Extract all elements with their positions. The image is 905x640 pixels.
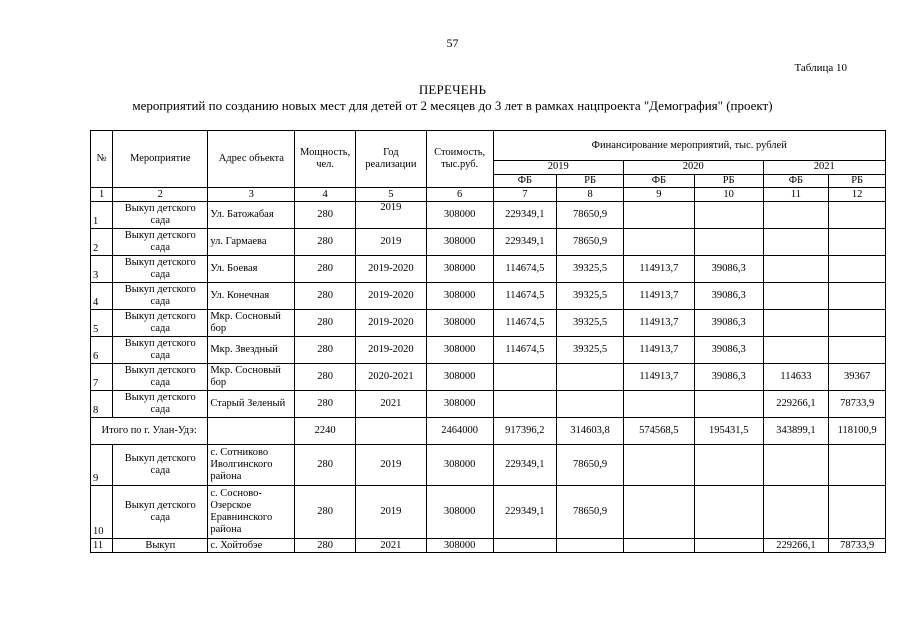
rb-2020-cell: 39086,3 [694, 337, 763, 364]
table-row [91, 445, 886, 486]
rb-2020-cell [694, 539, 763, 553]
fb-2020-cell: 114913,7 [623, 310, 694, 337]
capacity-cell: 280 [295, 486, 356, 539]
table-row [91, 256, 886, 283]
event-cell: Выкуп детского сада [113, 283, 208, 310]
cost-cell: 308000 [426, 391, 493, 418]
column-number: 3 [208, 188, 295, 202]
rb-2019-cell: 78650,9 [557, 229, 624, 256]
header-rb: РБ [829, 174, 886, 187]
rb-2019-cell [557, 391, 624, 418]
column-number: 6 [426, 188, 493, 202]
year-cell: 2019 [355, 202, 426, 229]
rb-2020-cell: 39086,3 [694, 283, 763, 310]
year-cell: 2019-2020 [355, 310, 426, 337]
rb-2021-cell [829, 283, 886, 310]
event-cell: Выкуп детского сада [113, 202, 208, 229]
column-number: 5 [355, 188, 426, 202]
table-row [91, 283, 886, 310]
rb-2021-cell [829, 229, 886, 256]
row-number: 9 [91, 445, 113, 486]
rb-2021-cell: 78733,9 [829, 539, 886, 553]
fb-2019-cell: 114674,5 [493, 256, 557, 283]
table-row [91, 539, 886, 553]
cost-cell: 308000 [426, 310, 493, 337]
total-capacity: 2240 [295, 418, 356, 445]
event-cell: Выкуп детского сада [113, 310, 208, 337]
header-address: Адрес объекта [208, 131, 295, 188]
address-cell: Ул. Конечная [208, 283, 295, 310]
rb-2020-cell [694, 229, 763, 256]
rb-2021-cell: 39367 [829, 364, 886, 391]
capacity-cell: 280 [295, 229, 356, 256]
column-number: 12 [829, 188, 886, 202]
rb-2021-cell [829, 445, 886, 486]
fb-2019-cell [493, 391, 557, 418]
year-cell: 2019-2020 [355, 283, 426, 310]
cost-cell: 308000 [426, 445, 493, 486]
row-number: 2 [91, 229, 113, 256]
fb-2020-cell [623, 202, 694, 229]
fb-2020-cell [623, 445, 694, 486]
year-cell: 2021 [355, 539, 426, 553]
address-cell: Мкр. Звездный [208, 337, 295, 364]
rb-2020-cell [694, 202, 763, 229]
rb-2019-cell: 78650,9 [557, 445, 624, 486]
capacity-cell: 280 [295, 364, 356, 391]
total-fb-2020: 574568,5 [623, 418, 694, 445]
total-row [91, 418, 886, 445]
fb-2019-cell: 229349,1 [493, 202, 557, 229]
table-label: Таблица 10 [794, 62, 847, 74]
column-number: 11 [763, 188, 829, 202]
rb-2020-cell: 39086,3 [694, 310, 763, 337]
fb-2019-cell: 229349,1 [493, 445, 557, 486]
fb-2019-cell: 229349,1 [493, 229, 557, 256]
total-label: Итого по г. Улан-Удэ: [91, 418, 208, 445]
total-fb-2019: 917396,2 [493, 418, 557, 445]
row-number: 11 [91, 539, 113, 553]
row-number: 5 [91, 310, 113, 337]
total-rb-2019: 314603,8 [557, 418, 624, 445]
header-rb: РБ [694, 174, 763, 187]
event-cell: Выкуп детского сада [113, 256, 208, 283]
fb-2021-cell [763, 256, 829, 283]
row-number: 6 [91, 337, 113, 364]
row-number: 8 [91, 391, 113, 418]
fb-2021-cell: 229266,1 [763, 391, 829, 418]
header-num: № [91, 131, 113, 188]
table-row [91, 391, 886, 418]
capacity-cell: 280 [295, 310, 356, 337]
header-capacity: Мощность, чел. [295, 131, 356, 188]
table-row [91, 337, 886, 364]
address-cell: ул. Гармаева [208, 229, 295, 256]
fb-2020-cell [623, 486, 694, 539]
year-cell: 2020-2021 [355, 364, 426, 391]
rb-2021-cell [829, 337, 886, 364]
event-cell: Выкуп [113, 539, 208, 553]
year-cell: 2019 [355, 445, 426, 486]
capacity-cell: 280 [295, 283, 356, 310]
header-year-2019: 2019 [493, 161, 623, 174]
address-cell: с. Сосново-Озерское Еравнинского района [208, 486, 295, 539]
address-cell: с. Хойтобэе [208, 539, 295, 553]
rb-2021-cell [829, 202, 886, 229]
fb-2019-cell [493, 539, 557, 553]
address-cell: Ул. Боевая [208, 256, 295, 283]
fb-2019-cell: 229349,1 [493, 486, 557, 539]
column-number: 2 [113, 188, 208, 202]
cost-cell: 308000 [426, 202, 493, 229]
fb-2020-cell: 114913,7 [623, 364, 694, 391]
address-cell: Мкр. Сосновый бор [208, 310, 295, 337]
fb-2021-cell [763, 445, 829, 486]
rb-2019-cell [557, 539, 624, 553]
cost-cell: 308000 [426, 539, 493, 553]
table-row [91, 364, 886, 391]
rb-2019-cell: 39325,5 [557, 256, 624, 283]
fb-2021-cell [763, 486, 829, 539]
total-cost: 2464000 [426, 418, 493, 445]
address-cell: Мкр. Сосновый бор [208, 364, 295, 391]
total-year [355, 418, 426, 445]
event-cell: Выкуп детского сада [113, 445, 208, 486]
rb-2020-cell [694, 445, 763, 486]
rb-2021-cell: 78733,9 [829, 391, 886, 418]
event-cell: Выкуп детского сада [113, 337, 208, 364]
column-number: 7 [493, 188, 557, 202]
rb-2021-cell [829, 486, 886, 539]
capacity-cell: 280 [295, 391, 356, 418]
rb-2020-cell [694, 486, 763, 539]
fb-2019-cell [493, 364, 557, 391]
column-number: 10 [694, 188, 763, 202]
column-number: 1 [91, 188, 113, 202]
header-year-2021: 2021 [763, 161, 885, 174]
header-row-1 [91, 131, 886, 161]
header-fb: ФБ [763, 174, 829, 187]
header-fb: ФБ [623, 174, 694, 187]
fb-2021-cell [763, 310, 829, 337]
event-cell: Выкуп детского сада [113, 391, 208, 418]
fb-2020-cell: 114913,7 [623, 283, 694, 310]
cost-cell: 308000 [426, 256, 493, 283]
table-row [91, 486, 886, 539]
fb-2021-cell: 229266,1 [763, 539, 829, 553]
row-number: 7 [91, 364, 113, 391]
rb-2021-cell [829, 310, 886, 337]
fb-2019-cell: 114674,5 [493, 310, 557, 337]
table-row [91, 202, 886, 229]
row-number: 3 [91, 256, 113, 283]
total-fb-2021: 343899,1 [763, 418, 829, 445]
table-row [91, 310, 886, 337]
fb-2021-cell [763, 337, 829, 364]
event-cell: Выкуп детского сада [113, 364, 208, 391]
page-number: 57 [446, 36, 459, 50]
fb-2021-cell: 114633 [763, 364, 829, 391]
cost-cell: 308000 [426, 229, 493, 256]
rb-2020-cell [694, 391, 763, 418]
column-number: 8 [557, 188, 624, 202]
fb-2021-cell [763, 229, 829, 256]
events-table [90, 130, 886, 553]
total-address [208, 418, 295, 445]
fb-2019-cell: 114674,5 [493, 337, 557, 364]
capacity-cell: 280 [295, 202, 356, 229]
header-fb: ФБ [493, 174, 557, 187]
header-financing: Финансирование мероприятий, тыс. рублей [493, 131, 886, 161]
column-number: 4 [295, 188, 356, 202]
row-number: 4 [91, 283, 113, 310]
cost-cell: 308000 [426, 364, 493, 391]
rb-2019-cell: 39325,5 [557, 337, 624, 364]
document-subtitle: мероприятий по созданию новых мест для детей от 2 месяцев до 3 лет в рамках нацпроекта "Демография" (проект) [132, 98, 773, 113]
address-cell: Ул. Батожабая [208, 202, 295, 229]
header-year-2020: 2020 [623, 161, 763, 174]
year-cell: 2019 [355, 229, 426, 256]
capacity-cell: 280 [295, 337, 356, 364]
capacity-cell: 280 [295, 445, 356, 486]
fb-2020-cell: 114913,7 [623, 256, 694, 283]
row-number: 10 [91, 486, 113, 539]
header-cost: Стоимость, тыс.руб. [426, 131, 493, 188]
rb-2020-cell: 39086,3 [694, 256, 763, 283]
fb-2021-cell [763, 202, 829, 229]
address-cell: с. Сотниково Иволгинского района [208, 445, 295, 486]
rb-2019-cell: 39325,5 [557, 283, 624, 310]
rb-2021-cell [829, 256, 886, 283]
cost-cell: 308000 [426, 486, 493, 539]
rb-2019-cell: 78650,9 [557, 486, 624, 539]
total-rb-2020: 195431,5 [694, 418, 763, 445]
rb-2019-cell [557, 364, 624, 391]
year-cell: 2019 [355, 486, 426, 539]
capacity-cell: 280 [295, 256, 356, 283]
year-cell: 2019-2020 [355, 256, 426, 283]
rb-2020-cell: 39086,3 [694, 364, 763, 391]
fb-2021-cell [763, 283, 829, 310]
rb-2019-cell: 78650,9 [557, 202, 624, 229]
fb-2020-cell [623, 229, 694, 256]
cost-cell: 308000 [426, 283, 493, 310]
row-number: 1 [91, 202, 113, 229]
address-cell: Старый Зеленый [208, 391, 295, 418]
column-number-row [91, 188, 886, 202]
total-rb-2021: 118100,9 [829, 418, 886, 445]
fb-2020-cell [623, 539, 694, 553]
fb-2020-cell [623, 391, 694, 418]
header-rb: РБ [557, 174, 624, 187]
column-number: 9 [623, 188, 694, 202]
capacity-cell: 280 [295, 539, 356, 553]
year-cell: 2019-2020 [355, 337, 426, 364]
header-event: Мероприятие [113, 131, 208, 188]
fb-2020-cell: 114913,7 [623, 337, 694, 364]
event-cell: Выкуп детского сада [113, 229, 208, 256]
year-cell: 2021 [355, 391, 426, 418]
header-year: Год реализации [355, 131, 426, 188]
rb-2019-cell: 39325,5 [557, 310, 624, 337]
cost-cell: 308000 [426, 337, 493, 364]
document-title: ПЕРЕЧЕНЬ [418, 82, 487, 97]
event-cell: Выкуп детского сада [113, 486, 208, 539]
fb-2019-cell: 114674,5 [493, 283, 557, 310]
table-row [91, 229, 886, 256]
